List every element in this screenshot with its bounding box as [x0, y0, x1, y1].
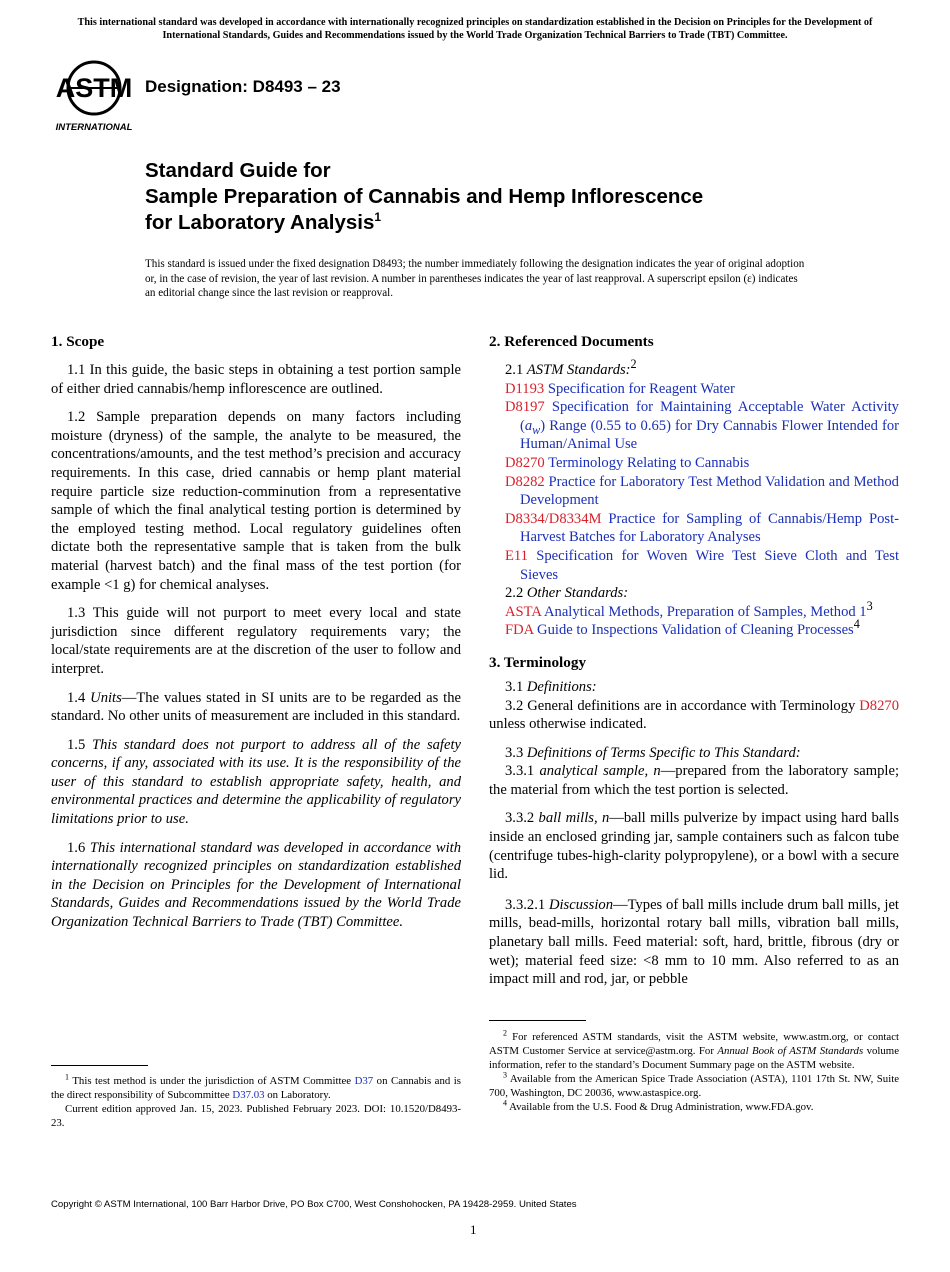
ref-d8270[interactable] — [489, 454, 899, 473]
term-3-3-2-1-text: —Types of ball mills include drum ball mills, jet mills, bead-mills, horizontal rotary ball mills, vibration ball mills, planetary ball mills. Feed material: soft, hard, brittle, fibrous (dry or wet); material feed size: <8 mm to 10 mm. Also referred to as an impact mill and rod, jar, or pebble — [489, 896, 899, 988]
footnote-1-mark: 1 — [65, 1072, 69, 1082]
scope-1-4-text: —The values stated in SI units are to be regarded as the standard. No other units of measurement are included in this standard. — [51, 689, 462, 725]
footnote-3-text: Available from the American Spice Trade Association (ASTA), 1101 17th St. NW, Suite 700, Washington, DC 20036, www.astaspice.org. — [489, 1073, 899, 1099]
scope-1-1: 1.1 In this guide, the basic steps in obtaining a test portion sample of either dried cannabis/hemp inflorescence are outlined. — [51, 362, 461, 397]
term-3-2 — [489, 697, 899, 734]
ref-d8282-title[interactable]: Practice for Laboratory Test Method Validation and Method Development — [520, 473, 899, 509]
ref-fda[interactable] — [489, 617, 899, 640]
top-notice: This international standard was developed in accordance with internationally recognized principles on standardization established in the Decision on Principles for the Development of International Standards, Guides and Recommendations issued by the World Trade Organization Technical Barriers to Trade (TBT) Committee. — [77, 17, 873, 41]
other-standards-number: 2.2 — [505, 585, 527, 602]
term-3-1-label: Definitions: — [526, 678, 597, 695]
scope-1-5-text: This standard does not purport to address all of the safety concerns, if any, associated with its use. It is the responsibility of the user of this standard to establish appropriate safety, health, and environmental practices and determine the applicability of regulatory limitations prior to use. — [51, 736, 461, 828]
ref-d8334-title[interactable]: Practice for Sampling of Cannabis/Hemp Post-Harvest Batches for Laboratory Analyses — [520, 510, 899, 546]
footnote-2-text-b: volume information, refer to the standard’s Document Summary page on the ASTM website. — [489, 1045, 899, 1071]
term-3-3-2-1-number: 3.3.2.1 — [505, 896, 549, 913]
title-line-1: Standard Guide for — [145, 159, 331, 182]
footnote-2 — [489, 1030, 899, 1072]
astm-standards-number: 2.1 — [505, 362, 527, 378]
scope-1-4-number: 1.4 — [67, 689, 91, 706]
scope-1-2: 1.2 Sample preparation depends on many factors including moisture (dryness) of the sample, the analyte to be measured, the concentrations/amounts, and the test method’s precision and accuracy requirements. In this case, dried cannabis or hemp plant material require particle size reduction-comminution from a representative sample of which the final analytical testing portion is determined by the employed testing method. Local regulatory guidelines often dictate both the representative sample that is taken from the bulk material (harvest batch) and the final mass of the test portion (for example <1 g) for chemical analyses. — [51, 409, 461, 593]
ref-d8334[interactable] — [489, 510, 899, 547]
term-3-3-2-1 — [489, 896, 899, 989]
logo-subtitle-text: INTERNATIONAL — [55, 122, 133, 133]
term-3-3-2 — [489, 809, 899, 883]
astm-logo-mark — [52, 58, 136, 134]
term-3-3-1-text: —prepared from the laboratory sample; the material from which the test portion is selected. — [489, 763, 899, 798]
ref-d1193-title[interactable]: Specification for Reagent Water — [547, 380, 735, 397]
ref-d8197-code[interactable]: D8197 — [505, 399, 545, 416]
term-3-3-1-term: analytical sample, n — [539, 763, 661, 780]
term-3-3-1 — [489, 762, 899, 799]
ref-d1193-code[interactable]: D1193 — [505, 380, 545, 397]
ref-asta-mark: 3 — [866, 598, 873, 613]
committee-d37-link[interactable]: D37 — [354, 1075, 374, 1087]
ref-d8270-code[interactable]: D8270 — [505, 454, 545, 471]
ref-d8334-code[interactable]: D8334/D8334M — [505, 510, 602, 527]
ref-d8197-aw: a — [524, 417, 533, 434]
astm-standards-label — [489, 357, 899, 380]
ref-e11-title[interactable]: Specification for Woven Wire Test Sieve Cloth and Test Sieves — [520, 547, 899, 583]
term-3-1 — [489, 678, 899, 697]
logo-brand-text: ASTM — [55, 73, 133, 103]
scope-1-6 — [51, 839, 461, 932]
ref-asta-title[interactable]: Analytical Methods, Preparation of Samples, Method 1 — [543, 603, 867, 620]
term-3-3-number: 3.3 — [505, 744, 527, 761]
ref-d8197-title-a: Specification for Maintaining Acceptable Water Activity ( — [520, 399, 899, 434]
referenced-documents-heading: 2. Referenced Documents — [489, 333, 654, 350]
footnote-1-body — [51, 1074, 461, 1102]
title-footnote-mark: 1 — [374, 210, 382, 225]
other-standards-label — [489, 584, 899, 603]
ref-fda-code[interactable]: FDA — [505, 622, 534, 639]
term-3-3 — [489, 744, 899, 763]
subcommittee-d37-03-link[interactable]: D37.03 — [232, 1089, 265, 1101]
footnote-4-mark: 4 — [503, 1098, 507, 1108]
ref-e11[interactable] — [489, 547, 899, 584]
scope-1-4 — [51, 689, 461, 726]
ref-d1193[interactable] — [489, 380, 899, 399]
term-3-2-text-b: unless otherwise indicated. — [489, 716, 647, 733]
ref-asta-code[interactable]: ASTA — [505, 603, 542, 620]
ref-d8197-title[interactable] — [520, 399, 899, 452]
title-line-3 — [145, 210, 845, 236]
ref-d8197[interactable] — [489, 398, 899, 454]
footnote-3-mark: 3 — [503, 1070, 507, 1080]
right-column — [489, 333, 899, 999]
term-3-3-2-1-label: Discussion — [548, 896, 613, 913]
footnote-2-text-a: For referenced ASTM standards, visit the ASTM website, www.astm.org, or contact ASTM Customer Service at service@astm.org. For — [489, 1031, 899, 1057]
ref-d8270-title[interactable]: Terminology Relating to Cannabis — [548, 454, 750, 471]
footnote-1-edition: Current edition approved Jan. 15, 2023. Published February 2023. DOI: 10.1520/D8493-23. — [51, 1103, 461, 1129]
footnote-1-text-b: on Cannabis and is the direct responsibility of Subcommittee — [51, 1075, 461, 1101]
term-3-3-label: Definitions of Terms Specific to This Standard: — [526, 744, 801, 761]
footnote-1-text-c: on Laboratory. — [264, 1089, 331, 1101]
term-3-3-2-term: ball mills, n — [538, 810, 610, 827]
page-number: 1 — [470, 1222, 477, 1237]
footnote-4-text: Available from the U.S. Food & Drug Administration, www.FDA.gov. — [509, 1101, 814, 1113]
ref-d8282[interactable] — [489, 473, 899, 510]
designation: Designation: D8493 – 23 — [145, 77, 341, 96]
term-3-2-text-a: 3.2 General definitions are in accordance with Terminology — [505, 697, 860, 714]
scope-1-5-number: 1.5 — [67, 736, 93, 753]
other-standards-text: Other Standards: — [526, 585, 629, 602]
term-3-3-1-number: 3.3.1 — [505, 763, 540, 780]
footnote-2-mark: 2 — [503, 1028, 507, 1038]
footnote-rule-left — [51, 1065, 148, 1066]
scope-1-6-text: This international standard was developed in accordance with internationally recognized principles on standardization established in the Decision on Principles for the Development of International Standards, Guides and Recommendations issued by the World Trade Organization Technical Barriers to Trade (TBT) Committee. — [51, 839, 462, 931]
footnote-3 — [489, 1072, 899, 1100]
footnote-4 — [489, 1100, 899, 1114]
astm-logo — [52, 58, 136, 134]
term-3-3-2-text: —ball mills pulverize by impact using hard balls inside an enclosed grinding jar, sample containers such as falcon tube (centrifuge tubes-high-clarity polypropylene), or a bowl with a secure lid. — [489, 810, 900, 883]
ref-e11-code[interactable]: E11 — [505, 547, 528, 564]
copyright-line: Copyright © ASTM International, 100 Barr Harbor Drive, PO Box C700, West Conshohocken, PA 19428-2959. United States — [51, 1199, 577, 1210]
term-3-3-2-number: 3.3.2 — [505, 810, 539, 827]
ref-fda-mark: 4 — [853, 617, 860, 632]
footnotes-right — [489, 1030, 899, 1114]
footnote-1 — [51, 1074, 461, 1130]
ref-asta[interactable] — [489, 598, 899, 622]
footnote-rule-right — [489, 1020, 586, 1021]
footnote-2-italic: Annual Book of ASTM Standards — [717, 1045, 864, 1057]
ref-fda-title[interactable]: Guide to Inspections Validation of Cleaning Processes — [537, 622, 854, 639]
document-title — [145, 158, 845, 236]
terminology-heading: 3. Terminology — [489, 653, 587, 671]
term-d8270-link[interactable]: D8270 — [859, 697, 899, 714]
ref-d8282-code[interactable]: D8282 — [505, 473, 545, 490]
scope-1-6-number: 1.6 — [67, 839, 90, 856]
title-line-3-text: for Laboratory Analysis — [145, 211, 375, 234]
ref-d8197-title-b: ) Range (0.55 to 0.65) for Dry Cannabis Flower Intended for Human/Animal Use — [520, 417, 899, 453]
scope-1-5 — [51, 736, 461, 829]
astm-standards-text: ASTM Standards: — [526, 362, 631, 378]
left-column — [51, 333, 461, 942]
ref-d8197-aw-sub: w — [532, 422, 541, 437]
issued-note: This standard is issued under the fixed designation D8493; the number immediately following the designation indicates the year of original adoption or, in the case of revision, the year of last revision. A number in parentheses indicates the year of last reapproval. A superscript epsilon (ε) indicates an editorial change since the last revision or reapproval. — [145, 258, 805, 299]
scope-1-4-label: Units — [90, 689, 122, 706]
title-line-2: Sample Preparation of Cannabis and Hemp Inflorescence — [145, 185, 704, 208]
term-3-1-number: 3.1 — [505, 678, 527, 695]
footnote-1-text-a: This test method is under the jurisdiction of ASTM Committee — [72, 1075, 355, 1087]
scope-1-3: 1.3 This guide will not purport to meet every local and state jurisdiction since different regulatory requirements vary; the local/state requirements are at the discretion of the user to follow and interpret. — [51, 605, 461, 677]
scope-heading: 1. Scope — [51, 333, 105, 350]
astm-standards-mark: 2 — [630, 357, 637, 372]
